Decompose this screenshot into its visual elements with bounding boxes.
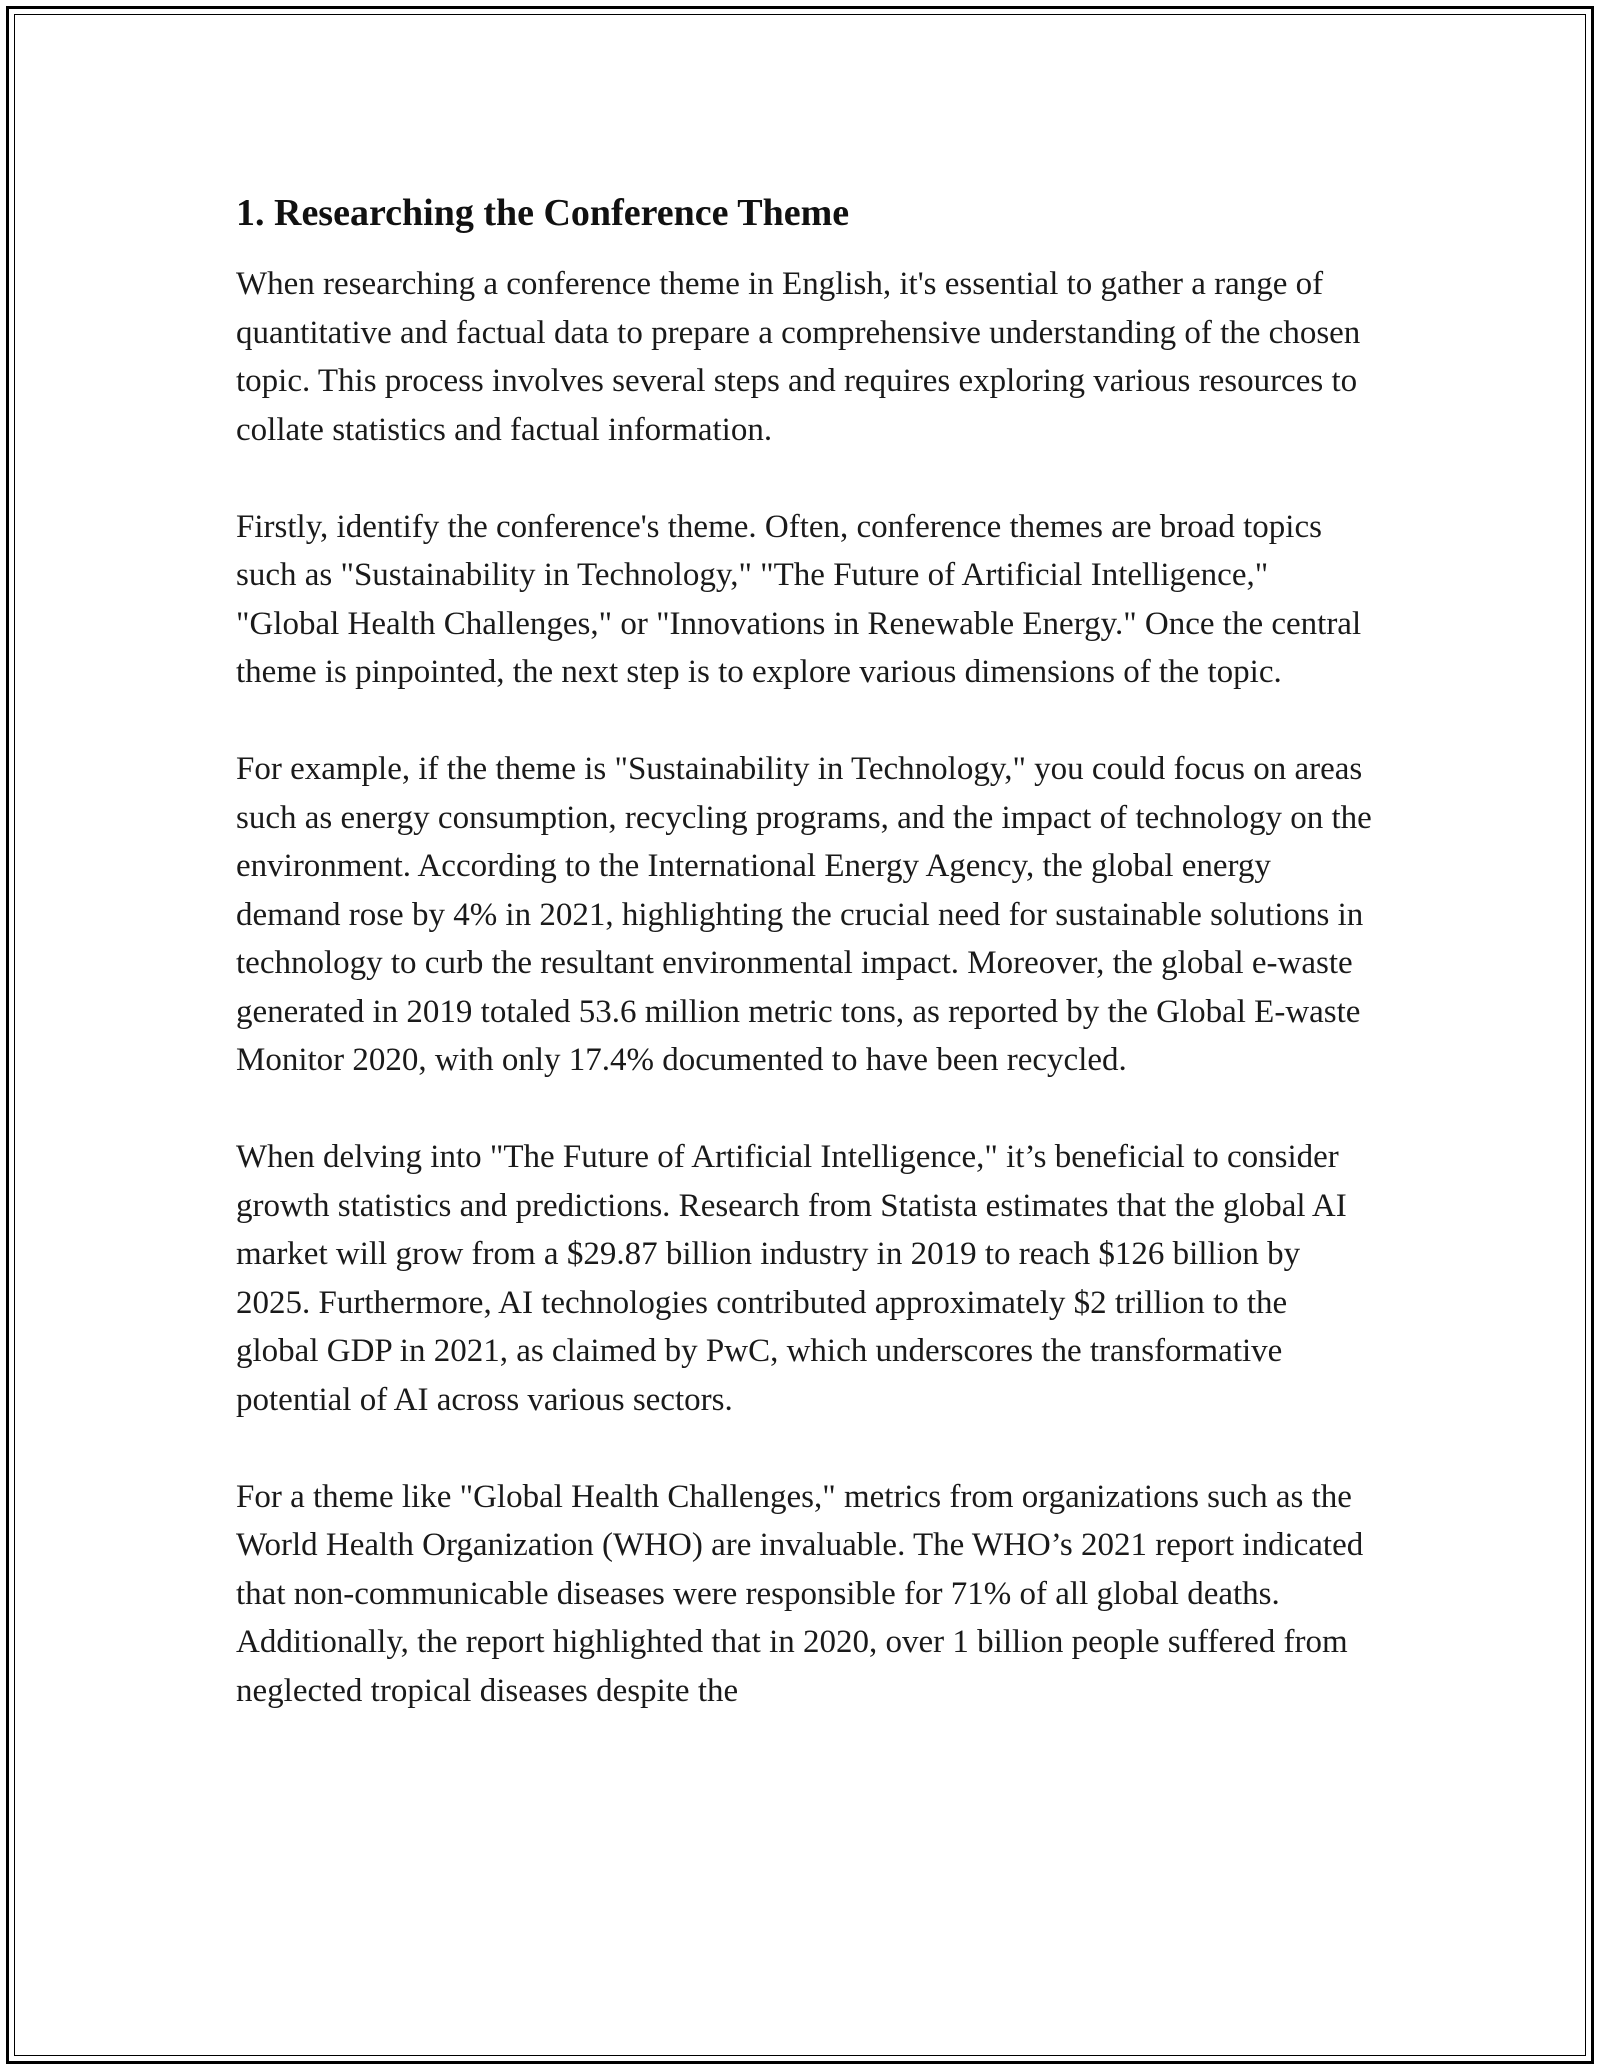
document-body bbox=[236, 188, 1376, 1764]
paragraph-sustainability: For example, if the theme is "Sustainability in Technology," you could focus on areas such as energy consumption, recycling programs, and the impact of technology on the environment. According to the International Energy Agency, the global energy demand rose by 4% in 2021, highlighting the crucial need for sustainable solutions in technology to curb the resultant environmental impact. Moreover, the global e-waste generated in 2019 totaled 53.6 million metric tons, as reported by the Global E-waste Monitor 2020, with only 17.4% documented to have been recycled. bbox=[236, 751, 1372, 1078]
paragraph-intro: When researching a conference theme in English, it's essential to gather a range of quantitative and factual data to prepare a comprehensive understanding of the chosen topic. This process involves several steps and requires exploring various resources to collate statistics and factual information. bbox=[236, 266, 1361, 448]
section-heading: 1. Researching the Conference Theme bbox=[236, 192, 850, 234]
paragraph-identify-theme: Firstly, identify the conference's theme. Often, conference themes are broad topics such as "Sustainability in Technology," "The Future of Artificial Intelligence," "Global Health Challenges," or "Innovations in Renewable Energy." Once the central theme is pinpointed, the next step is to explore various dimensions of the topic. bbox=[236, 508, 1362, 690]
paragraph-ai: When delving into "The Future of Artificial Intelligence," it’s beneficial to consider growth statistics and predictions. Research from Statista estimates that the global AI market will grow from a $29.87 billion industry in 2019 to reach $126 billion by 2025. Furthermore, AI technologies contributed approximately $2 trillion to the global GDP in 2021, as claimed by PwC, which underscores the transformative potential of AI across various sectors. bbox=[236, 1139, 1347, 1418]
paragraph-health: For a theme like "Global Health Challenges," metrics from organizations such as the World Health Organization (WHO) are invaluable. The WHO’s 2021 report indicated that non-communicable diseases were responsible for 71% of all global deaths. Additionally, the report highlighted that in 2020, over 1 billion people suffered from neglected tropical diseases despite the bbox=[236, 1478, 1364, 1709]
